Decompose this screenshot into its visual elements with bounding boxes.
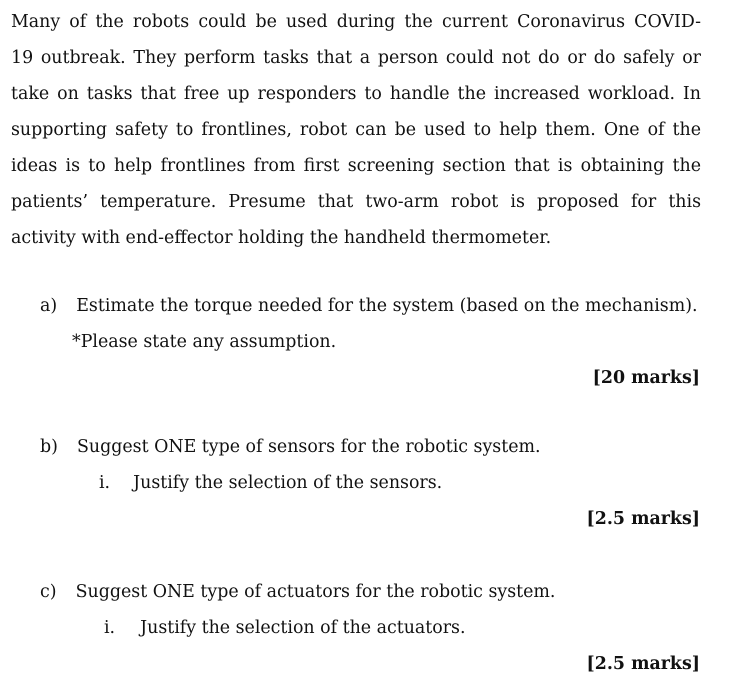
question-a-marks: [20 marks]	[592, 368, 700, 388]
question-a-label: a)	[40, 296, 58, 316]
question-a	[40, 288, 698, 324]
question-b-sub	[99, 465, 442, 501]
question-c-sub-label: i.	[104, 618, 116, 638]
intro-line: 19 outbreak. They perform tasks that a person could not do or do safely or	[11, 48, 701, 68]
question-c-label: c)	[40, 582, 57, 602]
question-a-text: Estimate the torque needed for the system (based on the mechanism).	[76, 296, 698, 316]
question-c-sub	[104, 610, 466, 646]
question-a-note: *Please state any assumption.	[72, 332, 337, 352]
question-b-text: Suggest ONE type of sensors for the robotic system.	[76, 437, 541, 457]
intro-line: take on tasks that free up responders to handle the increased workload. In	[11, 84, 701, 104]
question-b	[40, 429, 541, 465]
question-b-sub-label: i.	[99, 473, 111, 493]
intro-line: activity with end-effector holding the handheld thermometer.	[11, 228, 552, 248]
question-c-text: Suggest ONE type of actuators for the robotic system.	[75, 582, 556, 602]
question-b-sub-text: Justify the selection of the sensors.	[133, 473, 443, 493]
question-c-sub-text: Justify the selection of the actuators.	[140, 618, 466, 638]
question-b-marks: [2.5 marks]	[586, 509, 700, 529]
intro-line: patients’ temperature. Presume that two-arm robot is proposed for this	[11, 192, 701, 212]
question-c	[40, 574, 555, 610]
intro-line: ideas is to help frontlines from first screening section that is obtaining the	[11, 156, 701, 176]
intro-paragraph	[11, 4, 701, 256]
question-b-label: b)	[40, 437, 58, 457]
question-c-marks: [2.5 marks]	[586, 654, 700, 674]
intro-line: supporting safety to frontlines, robot can be used to help them. One of the	[11, 120, 701, 140]
intro-line: Many of the robots could be used during the current Coronavirus COVID-	[11, 12, 701, 32]
